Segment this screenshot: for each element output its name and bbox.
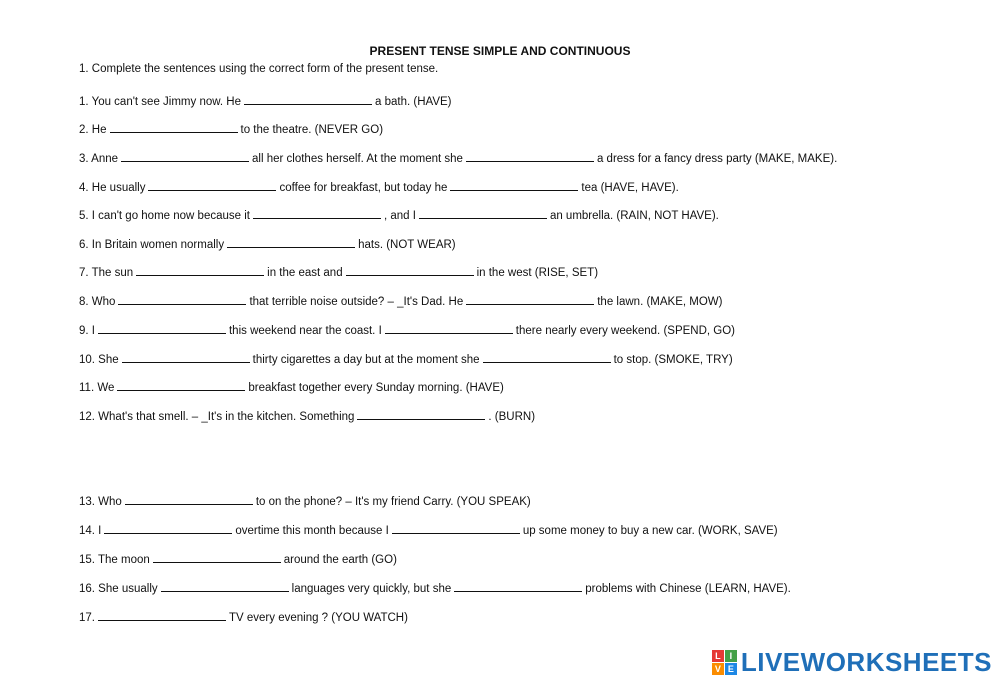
answer-blank[interactable] [454,581,582,592]
logo-letter-tile: L [712,650,724,662]
sentence-text: 4. He usually [79,182,146,194]
sentence-text: 2. He [79,124,107,136]
sentence-text: that terrible noise outside? – _It's Dad. He [249,296,464,308]
answer-blank[interactable] [466,151,594,162]
exercise-1 [79,94,452,108]
answer-blank[interactable] [117,380,245,391]
answer-blank[interactable] [118,294,246,305]
sentence-text: 10. She [79,354,119,366]
sentence-text: to the theatre. (NEVER GO) [240,124,384,136]
sentence-text: 7. The sun [79,267,134,279]
answer-blank[interactable] [110,122,238,133]
sentence-text: tea (HAVE, HAVE). [581,182,679,194]
exercise-10 [79,352,733,366]
answer-blank[interactable] [136,265,264,276]
answer-blank[interactable] [357,409,485,420]
answer-blank[interactable] [122,352,250,363]
sentence-text: a dress for a fancy dress party (MAKE, MAKE). [596,153,838,165]
answer-blank[interactable] [392,523,520,534]
sentence-text: up some money to buy a new car. (WORK, SAVE) [522,525,778,537]
logo-letter-tile: I [725,650,737,662]
answer-blank[interactable] [450,180,578,191]
exercise-17 [79,610,408,624]
exercise-12 [79,409,535,423]
sentence-text: 12. What's that smell. – _It's in the kitchen. Something [79,411,355,423]
exercise-15 [79,552,397,566]
sentence-text: in the west (RISE, SET) [476,267,599,279]
sentence-text: 15. The moon [79,554,150,566]
exercise-7 [79,265,598,279]
sentence-text: 9. I [79,325,95,337]
answer-blank[interactable] [125,494,253,505]
sentence-text: problems with Chinese (LEARN, HAVE). [585,583,791,595]
sentence-text: hats. (NOT WEAR) [358,239,456,251]
exercise-9 [79,323,735,337]
sentence-text: 17. [79,612,95,624]
exercise-3 [79,151,837,165]
answer-blank[interactable] [244,94,372,105]
answer-blank[interactable] [253,208,381,219]
sentence-text: 1. You can't see Jimmy now. He [79,96,242,108]
sentence-text: breakfast together every Sunday morning. (HAVE) [248,382,504,394]
exercise-11 [79,380,504,394]
sentence-text: 16. She usually [79,583,158,595]
answer-blank[interactable] [148,180,276,191]
answer-blank[interactable] [153,552,281,563]
exercise-13 [79,494,531,508]
logo-letter-tile: E [725,663,737,675]
sentence-text: 11. We [79,382,115,394]
exercise-16 [79,581,791,595]
answer-blank[interactable] [346,265,474,276]
sentence-text: this weekend near the coast. I [228,325,382,337]
sentence-text: there nearly every weekend. (SPEND, GO) [515,325,736,337]
logo-letter-tile: V [712,663,724,675]
exercise-8 [79,294,722,308]
sentence-text: 5. I can't go home now because it [79,210,250,222]
sentence-text: TV every evening ? (YOU WATCH) [229,612,408,624]
answer-blank[interactable] [104,523,232,534]
sentence-text: 3. Anne [79,153,119,165]
sentence-text: to stop. (SMOKE, TRY) [613,354,733,366]
answer-blank[interactable] [227,237,355,248]
sentence-text: coffee for breakfast, but today he [279,182,448,194]
answer-blank[interactable] [483,352,611,363]
answer-blank[interactable] [385,323,513,334]
instruction: 1. Complete the sentences using the correct form of the present tense. [79,63,439,75]
sentence-text: languages very quickly, but she [291,583,452,595]
exercise-4 [79,180,679,194]
sentence-text: in the east and [267,267,343,279]
sentence-text: thirty cigarettes a day but at the moment she [252,354,480,366]
worksheet-title: PRESENT TENSE SIMPLE AND CONTINUOUS [369,44,631,58]
sentence-text: . (BURN) [488,411,536,423]
sentence-text: , and I [383,210,416,222]
exercise-14 [79,523,778,537]
liveworksheets-logo [712,647,992,678]
logo-grid-icon [712,650,737,675]
sentence-text: all her clothes herself. At the moment she [252,153,463,165]
sentence-text: overtime this month because I [235,525,389,537]
exercise-2 [79,122,383,136]
answer-blank[interactable] [121,151,249,162]
answer-blank[interactable] [98,610,226,621]
logo-text: LIVEWORKSHEETS [740,647,992,677]
exercise-6 [79,237,456,251]
sentence-text: 6. In Britain women normally [79,239,225,251]
sentence-text: 8. Who [79,296,116,308]
answer-blank[interactable] [161,581,289,592]
answer-blank[interactable] [98,323,226,334]
sentence-text: the lawn. (MAKE, MOW) [597,296,723,308]
sentence-text: 14. I [79,525,102,537]
sentence-text: an umbrella. (RAIN, NOT HAVE). [549,210,719,222]
sentence-text: 13. Who [79,496,122,508]
sentence-text: to on the phone? – It's my friend Carry. (YOU SPEAK) [255,496,531,508]
exercise-5 [79,208,719,222]
sentence-text: around the earth (GO) [283,554,397,566]
answer-blank[interactable] [419,208,547,219]
sentence-text: a bath. (HAVE) [375,96,452,108]
answer-blank[interactable] [466,294,594,305]
